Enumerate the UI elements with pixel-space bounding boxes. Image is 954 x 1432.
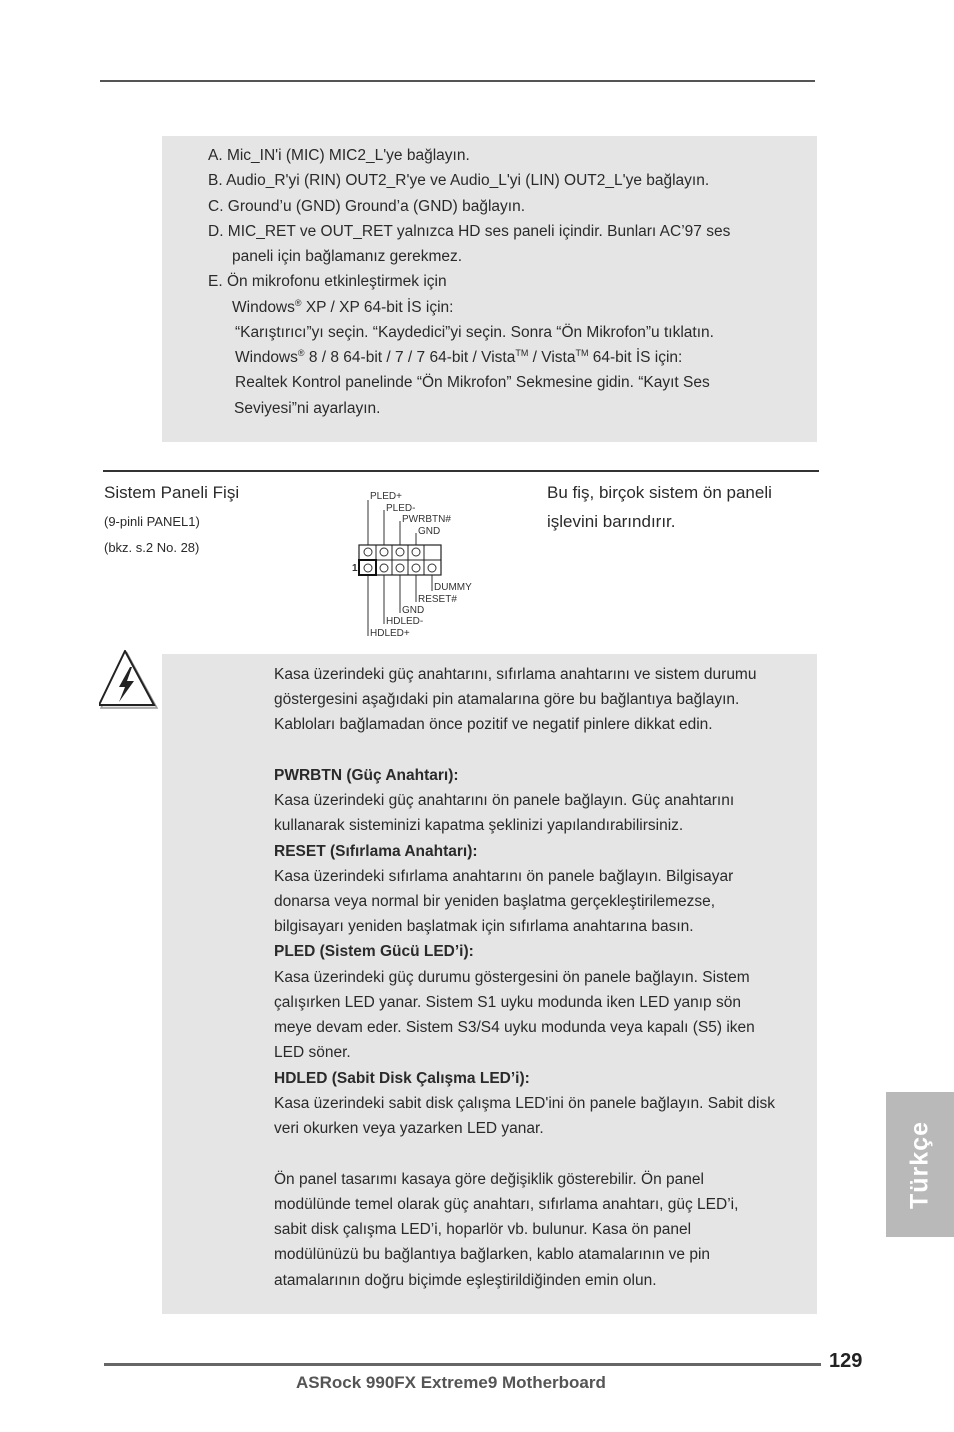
- pwrbtn-text-2: kullanarak sisteminizi kapatma şeklinizi yapılandırabilirsiniz.: [274, 817, 684, 834]
- note-e5: Realtek Kontrol panelinde “Ön Mikrofon” Sekmesine gidin. “Kayıt Ses: [235, 374, 710, 391]
- pled-text-2: çalışırken LED yanar. Sistem S1 uyku modunda iken LED yanıp sön: [274, 994, 741, 1011]
- pled-plus-label: PLED+: [370, 491, 402, 502]
- pled-minus-label: PLED-: [386, 503, 416, 514]
- caution-intro-2: göstergesini aşağıdaki pin atamalarına göre bu bağlantıya bağlayın.: [274, 691, 740, 708]
- pled-text-1: Kasa üzerindeki güç durumu göstergesini ön panele bağlayın. Sistem: [274, 969, 750, 986]
- panel-sub2: (bkz. s.2 No. 28): [104, 540, 200, 555]
- language-tab-label: Türkçe: [905, 1120, 934, 1209]
- top-rule: [100, 80, 815, 82]
- warning-icon: [99, 650, 161, 712]
- reset-text-2: donarsa veya normal bir yeniden başlatma gerçekleştirilemezse,: [274, 893, 716, 910]
- footer-rule: [104, 1363, 821, 1366]
- note-a: A. Mic_IN'i (MIC) MIC2_L'ye bağlayın.: [208, 147, 470, 164]
- dummy-label: DUMMY: [434, 582, 472, 593]
- gnd-bottom-label: GND: [402, 605, 425, 616]
- note-d2: paneli için bağlamanız gerekmez.: [232, 248, 463, 265]
- final-text-2: modülünde temel olarak güç anahtarı, sıfırlama anahtarı, güç LED’i,: [274, 1196, 739, 1213]
- panel-desc2: işlevini barındırır.: [547, 512, 676, 531]
- pin1-label: 1: [352, 563, 358, 574]
- language-tab: [886, 1092, 954, 1237]
- hdled-text-2: veri okurken veya yazarken LED yanar.: [274, 1120, 544, 1137]
- final-text-3: sabit disk çalışma LED’i, hoparlör vb. bulunur. Kasa ön panel: [274, 1221, 692, 1238]
- note-e2: Windows® XP / XP 64-bit İS için:: [232, 298, 454, 316]
- caution-intro-1: Kasa üzerindeki güç anahtarını, sıfırlama anahtarını ve sistem durumu: [274, 666, 757, 683]
- footer-product: ASRock 990FX Extreme9 Motherboard: [296, 1373, 606, 1392]
- note-c: C. Ground’u (GND) Ground’a (GND) bağlayın.: [208, 198, 526, 215]
- reset-heading: RESET (Sıfırlama Anahtarı):: [274, 843, 478, 860]
- page-number: 129: [829, 1350, 863, 1372]
- pin-diagram: [350, 488, 490, 643]
- note-e3: “Karıştırıcı”yı seçin. “Kaydedici”yi seçin. Sonra “Ön Mikrofon”u tıklatın.: [235, 324, 714, 341]
- note-b: B. Audio_R'yi (RIN) OUT2_R'ye ve Audio_L'yi (LIN) OUT2_L'ye bağlayın.: [208, 172, 710, 189]
- pled-heading: PLED (Sistem Gücü LED’i):: [274, 943, 474, 960]
- gnd-top-label: GND: [418, 526, 441, 537]
- section-rule: [103, 470, 819, 472]
- panel-desc1: Bu fiş, birçok sistem ön paneli: [547, 483, 772, 502]
- pwrbtn-text-1: Kasa üzerindeki güç anahtarını ön panele bağlayın. Güç anahtarını: [274, 792, 735, 809]
- note-e4: Windows® 8 / 8 64-bit / 7 / 7 64-bit / Vista™ / Vista™ 64-bit İS için:: [235, 348, 683, 366]
- panel-sub1: (9-pinli PANEL1): [104, 514, 200, 529]
- hdled-text-1: Kasa üzerindeki sabit disk çalışma LED'ini ön panele bağlayın. Sabit disk: [274, 1095, 775, 1112]
- caution-intro-3: Kabloları bağlamadan önce pozitif ve negatif pinlere dikkat edin.: [274, 716, 713, 733]
- pwrbtn-label: PWRBTN#: [402, 514, 451, 525]
- pwrbtn-heading: PWRBTN (Güç Anahtarı):: [274, 767, 459, 784]
- note-e1: E. Ön mikrofonu etkinleştirmek için: [208, 273, 447, 290]
- note-e6: Seviyesi”ni ayarlayın.: [234, 400, 381, 417]
- final-text-5: atamalarının doğru biçimde eşleştirildiğinden emin olun.: [274, 1272, 657, 1289]
- hdled-plus-label: HDLED+: [370, 628, 410, 639]
- hdled-minus-label: HDLED-: [386, 616, 424, 627]
- reset-label: RESET#: [418, 594, 457, 605]
- pled-text-4: LED söner.: [274, 1044, 351, 1061]
- final-text-4: modülünüzü bu bağlantıya bağlarken, kablo atamalarının ve pin: [274, 1246, 711, 1263]
- pled-text-3: meye devam eder. Sistem S3/S4 uyku modunda veya kapalı (S5) iken: [274, 1019, 755, 1036]
- reset-text-3: bilgisayarı yeniden başlatmak için sıfırlama anahtarına basın.: [274, 918, 694, 935]
- panel-title: Sistem Paneli Fişi: [104, 483, 240, 502]
- note-d1: D. MIC_RET ve OUT_RET yalnızca HD ses paneli içindir. Bunları AC’97 ses: [208, 223, 731, 240]
- final-text-1: Ön panel tasarımı kasaya göre değişiklik gösterebilir. Ön panel: [274, 1171, 704, 1188]
- reset-text-1: Kasa üzerindeki sıfırlama anahtarını ön panele bağlayın. Bilgisayar: [274, 868, 734, 885]
- hdled-heading: HDLED (Sabit Disk Çalışma LED’i):: [274, 1070, 530, 1087]
